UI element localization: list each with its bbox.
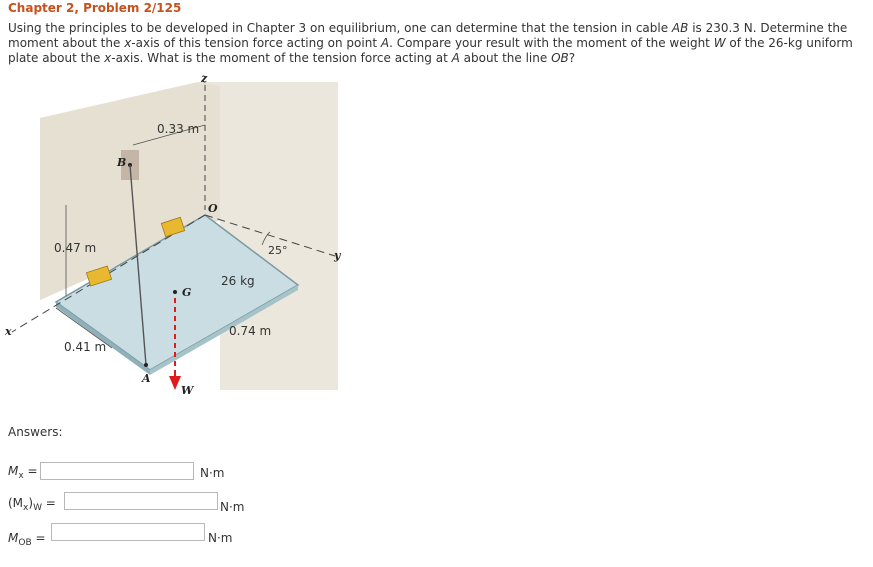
label-a: A — [142, 372, 151, 385]
weight-arrowhead — [169, 376, 181, 390]
dim-047-label: 0.47 m — [54, 241, 97, 255]
mxw-unit: N·m — [220, 500, 245, 514]
mx-label: $M_x$ = — [8, 464, 38, 481]
mxw-label: $(M_x)_W$ = — [8, 496, 56, 513]
dim-041-label: 0.41 m — [64, 340, 107, 354]
label-b: B — [117, 156, 127, 169]
point-a — [144, 363, 148, 367]
mob-unit: N·m — [208, 531, 233, 545]
answers-label: Answers: — [8, 425, 63, 439]
mx-input[interactable] — [40, 462, 194, 480]
angle-label: 25° — [268, 244, 288, 257]
mass-label: 26 kg — [221, 274, 255, 288]
mxw-input[interactable] — [64, 492, 218, 510]
label-w: W — [181, 384, 194, 397]
mob-label: $M_{OB}$ = — [8, 531, 46, 548]
mx-unit: N·m — [200, 466, 225, 480]
label-x: x — [5, 325, 12, 338]
problem-figure — [0, 70, 420, 415]
mob-input[interactable] — [51, 523, 205, 541]
label-z: z — [201, 72, 208, 85]
problem-title: Chapter 2, Problem 2/125 — [8, 1, 182, 15]
dim-033-label: 0.33 m — [157, 122, 200, 136]
label-g: G — [182, 286, 192, 299]
label-y: y — [334, 249, 341, 262]
label-o: O — [208, 202, 218, 215]
dim-074-label: 0.74 m — [229, 324, 272, 338]
point-g — [173, 290, 177, 294]
problem-statement: Using the principles to be developed in Chapter 3 on equilibrium, one can determine that the tension in cable AB is 230.3 N. Determine the moment about the x-axis of this tension force acting on point A. Compare your result with the moment of the weight W of the 26-kg uniform plate about the x-axis. What is the moment of the tension force acting at A about the line OB? — [8, 21, 853, 65]
